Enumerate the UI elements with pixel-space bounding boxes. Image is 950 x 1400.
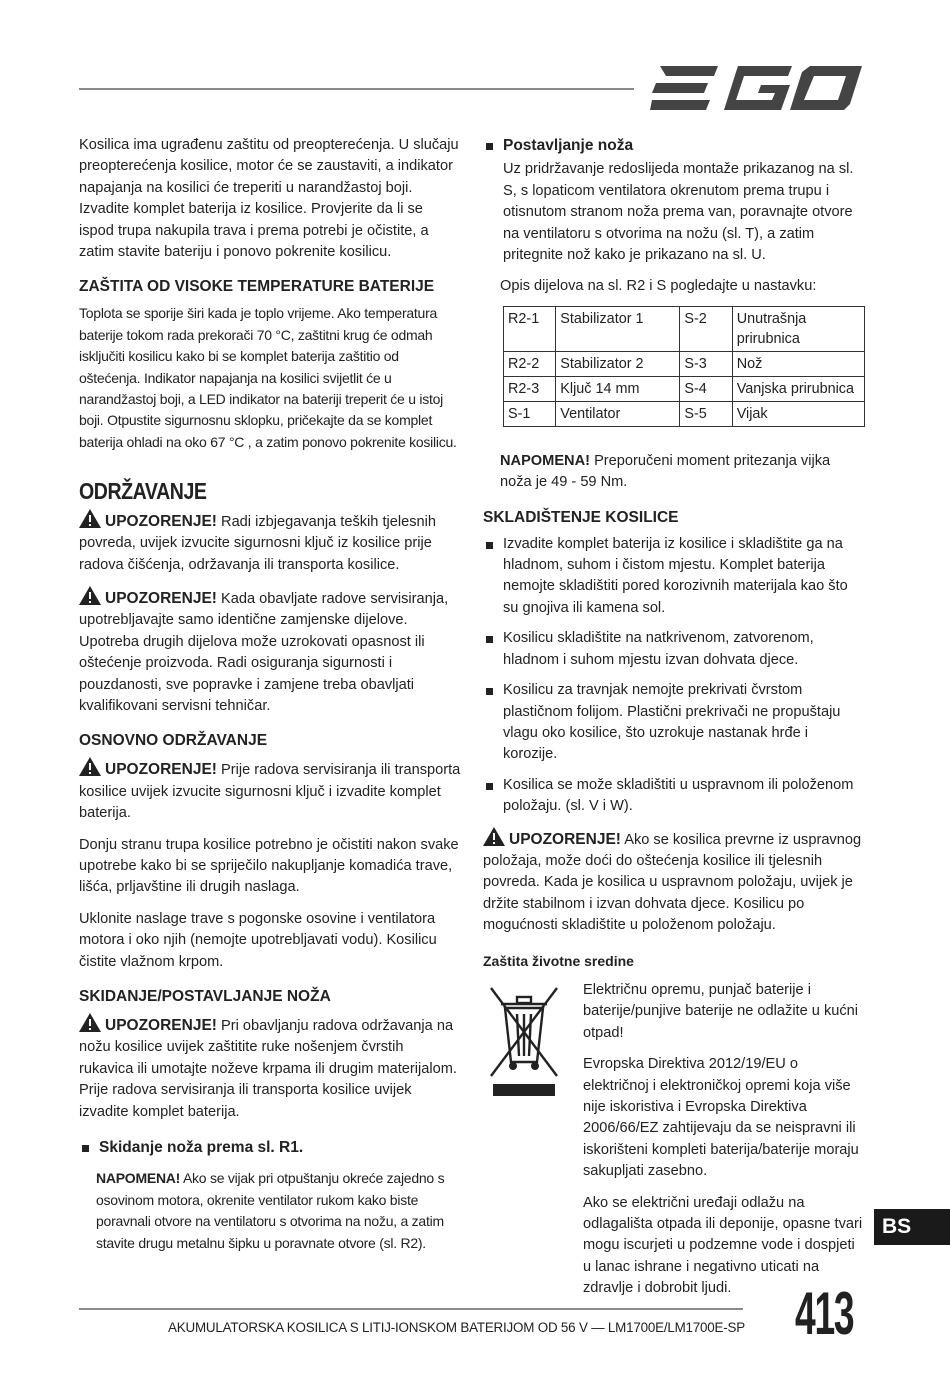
left-column bbox=[79, 135, 461, 1264]
warning-label: UPOZORENJE! bbox=[105, 512, 217, 530]
basic-maintenance-heading: OSNOVNO ODRŽAVANJE bbox=[79, 732, 268, 750]
table-cell: R2-3 bbox=[504, 376, 556, 401]
remove-note bbox=[79, 1168, 461, 1254]
heat-heading: ZAŠTITA OD VISOKE TEMPERATURE BATERIJE bbox=[79, 278, 435, 296]
note-label: NAPOMENA! bbox=[500, 452, 590, 469]
install-text: Uz pridržavanje redoslijeda montaže prikazanog na sl. S, s lopaticom ventilatora okrenutom prema trupu i otisnutom stranom noža prema van, poravnajte otvore na ventilatoru s otvorima na nožu (sl. T), a zatim pritegnite nož kako je prikazano na sl. U. bbox=[503, 161, 854, 264]
table-cell: Unutrašnja prirubnica bbox=[732, 306, 864, 351]
list-item: Kosilica se može skladištiti u uspravnom ili položenom položaju. (sl. V i W). bbox=[483, 775, 865, 818]
env-text-1: Električnu opremu, punjač baterije i baterije/punjive baterije ne odlažite u kućni otpad! bbox=[583, 981, 859, 1041]
env-icon-box bbox=[483, 980, 583, 1310]
warning-3 bbox=[79, 757, 461, 824]
warning-label: UPOZORENJE! bbox=[509, 830, 621, 848]
warning-triangle-icon bbox=[79, 1013, 101, 1032]
header-rule bbox=[79, 88, 634, 90]
env-text-2: Evropska Direktiva 2012/19/EU o električnoj i elektroničkoj opremi koja više nije iskoristiva i Evropska Direktiva 2006/66/EZ zahtijevaju da se neispravni ili iskorišteni kompleti baterija/baterije moraju sakupljati zasebno. bbox=[583, 1056, 859, 1180]
table-cell: Stabilizator 2 bbox=[556, 351, 680, 376]
note-label: NAPOMENA! bbox=[96, 1170, 181, 1187]
storage-list bbox=[483, 534, 865, 818]
warning-text: Ako se kosilica prevrne iz uspravnog položaja, može doći do oštećenja kosilice ili tjelesnih povreda. Kada je kosilica u uspravnom položaju, uvijek je držite stabilnom i izvan dohvata djece. Kosilicu po mogućnosti skladištite u položenom položaju. bbox=[483, 831, 862, 934]
list-item: Kosilicu skladištite na natkrivenom, zatvorenom, hladnom i suhom mjestu izvan dohvata djece. bbox=[483, 628, 865, 671]
table-cell: R2-2 bbox=[504, 351, 556, 376]
warning-triangle-icon bbox=[79, 586, 101, 605]
warning-triangle-icon bbox=[483, 827, 505, 846]
warning-triangle-icon bbox=[79, 509, 101, 528]
table-cell: Nož bbox=[732, 351, 864, 376]
torque-note-text: Preporučeni moment pritezanja vijka noža je 49 - 59 Nm. bbox=[500, 452, 831, 491]
table-cell: Vijak bbox=[732, 401, 864, 426]
warning-text: Kada obavljate radove servisiranja, upotrebljavajte samo identične zamjenske dijelove. Upotreba drugih dijelova može uzrokovati opasnost ili oštećenje proizvoda. Radi osiguranja sigurnosti i pouzdanosti, sve popravke i zamjene treba obavljati kvalifikovani servisni tehničar. bbox=[79, 590, 449, 714]
table-cell: S-5 bbox=[680, 401, 732, 426]
warning-label: UPOZORENJE! bbox=[105, 1017, 217, 1034]
parts-table bbox=[503, 306, 865, 427]
table-cell: S-2 bbox=[680, 306, 732, 351]
table-cell: R2-1 bbox=[504, 306, 556, 351]
warning-2 bbox=[79, 586, 461, 717]
env-heading: Zaštita životne sredine bbox=[483, 952, 634, 969]
heat-text: Toplota se sporije širi kada je toplo vrijeme. Ako temperatura baterije tokom rada prekorači 70 °C, zaštitni krug će odmah isključiti kosilicu kako bi se komplet baterija zaštitio od oštećenja. Indikator napajanja na kosilici svijetlit će u narandžastoj boji, a LED indikator na bateriji treperit će u istoj boji. Otpustite sigurnosnu sklopku, pričekajte da se komplet baterija ohladi na oko 67 °C , a zatim ponovo pokrenite kosilicu. bbox=[79, 305, 457, 450]
warning-label: UPOZORENJE! bbox=[105, 761, 217, 779]
table-cell: Stabilizator 1 bbox=[556, 306, 680, 351]
crossed-bin-icon bbox=[483, 980, 563, 1098]
table-cell: Vanjska prirubnica bbox=[732, 376, 864, 401]
table-row bbox=[504, 376, 865, 401]
maintenance-heading: ODRŽAVANJE bbox=[79, 478, 207, 505]
env-text-3: Ako se električni uređaji odlažu na odlagališta otpada ili deponije, opasne tvari mogu iscurjeti u podzemne vode i dospjeti u lanac ishrane i negativno uticati na zdravlje i dobrobit ljudi. bbox=[583, 1194, 863, 1297]
ego-logo bbox=[650, 64, 862, 112]
right-column bbox=[483, 135, 865, 1310]
clean-text-1: Donju stranu trupa kosilice potrebno je očistiti nakon svake upotrebe kako bi se spriječilo nakupljanje komadića trave, lišća, prljavštine ili drugih naslaga. bbox=[79, 836, 459, 896]
page-number: 413 bbox=[795, 1280, 854, 1347]
warning-label: UPOZORENJE! bbox=[105, 589, 217, 607]
clean-text-2: Uklonite naslage trave s pogonske osovine i ventilatora motora i oko njih (nemojte upotrebljavati vodu). Kosilicu čistite vlažnom krpom. bbox=[79, 910, 437, 970]
logo-text: EGO bbox=[650, 64, 653, 65]
table-cell: S-3 bbox=[680, 351, 732, 376]
install-blade-item bbox=[483, 135, 865, 157]
remove-blade-title: Skidanje noža prema sl. R1. bbox=[99, 1139, 304, 1157]
list-item: Izvadite komplet baterija iz kosilice i skladištite ga na hladnom, suhom i čistom mjestu. Komplet baterija nemojte skladištiti pored korozivnih materijala kao što su gnojiva ili kamena sol. bbox=[483, 534, 865, 620]
env-text bbox=[583, 980, 865, 1310]
table-cell: Ventilator bbox=[556, 401, 680, 426]
language-tab: BS bbox=[874, 1209, 950, 1245]
warning-4 bbox=[79, 1013, 461, 1123]
footer-rule bbox=[79, 1308, 743, 1310]
warning-text: Pri obavljanju radova održavanja na nožu kosilice uvijek zaštitite ruke nošenjem čvrstih rukavica ili umotajte noževe krpama ili drugim materijalom. Prije radova servisiranja ili transporta kosilice uvijek izvadite komplet baterija. bbox=[79, 1018, 457, 1120]
table-row bbox=[504, 351, 865, 376]
table-cell: S-4 bbox=[680, 376, 732, 401]
footer-title: AKUMULATORSKA KOSILICA S LITIJ-IONSKOM BATERIJOM OD 56 V — LM1700E/LM1700E-SP bbox=[168, 1320, 745, 1335]
storage-heading: SKLADIŠTENJE KOSILICE bbox=[483, 508, 679, 526]
table-cell: S-1 bbox=[504, 401, 556, 426]
remove-blade-item bbox=[79, 1137, 461, 1159]
warning-text: Radi izbjegavanja teških tjelesnih povreda, uvijek izvucite sigurnosni ključ iz kosilice prije radova čišćenja, održavanja ili transporta kosilice. bbox=[79, 513, 437, 573]
warning-1 bbox=[79, 509, 461, 576]
install-blade-title: Postavljanje noža bbox=[503, 137, 634, 154]
env-section bbox=[483, 980, 865, 1310]
overload-text: Kosilica ima ugrađenu zaštitu od preopterećenja. U slučaju preopterećenja kosilice, motor će se zaustaviti, a indikator napajanja na kosilici će treperiti u narandžastoj boji. Izvadite komplet baterija iz kosilice. Provjerite da li se ispod trupa nakupila trava i prema potrebi je očistite, a zatim stavite bateriju i ponovo pokrenite kosilicu. bbox=[79, 137, 459, 261]
storage-warning bbox=[483, 827, 865, 937]
parts-intro: Opis dijelova na sl. R2 i S pogledajte u nastavku: bbox=[500, 278, 817, 295]
list-item: Kosilicu za travnjak nemojte prekrivati čvrstom plastičnom folijom. Plastični prekrivači ne propuštaju vlagu oko kosilice, što uzrokuje nastanak hrđe i korozije. bbox=[483, 680, 865, 766]
torque-note bbox=[483, 451, 865, 494]
remove-note-text: Ako se vijak pri otpuštanju okreće zajedno s osovinom motora, okrenite ventilator rukom kako biste poravnali otvore na ventilatoru s otvorima na nožu, a zatim stavite drugu metalnu šipku u poravnate otvore (sl. R2). bbox=[96, 1170, 445, 1251]
table-row bbox=[504, 401, 865, 426]
blade-heading: SKIDANJE/POSTAVLJANJE NOŽA bbox=[79, 988, 331, 1005]
warning-text: Prije radova servisiranja ili transporta kosilice uvijek izvucite sigurnosni ključ i izvadite komplet baterija. bbox=[79, 762, 461, 822]
table-cell: Ključ 14 mm bbox=[556, 376, 680, 401]
warning-triangle-icon bbox=[79, 757, 101, 776]
table-row bbox=[504, 306, 865, 351]
